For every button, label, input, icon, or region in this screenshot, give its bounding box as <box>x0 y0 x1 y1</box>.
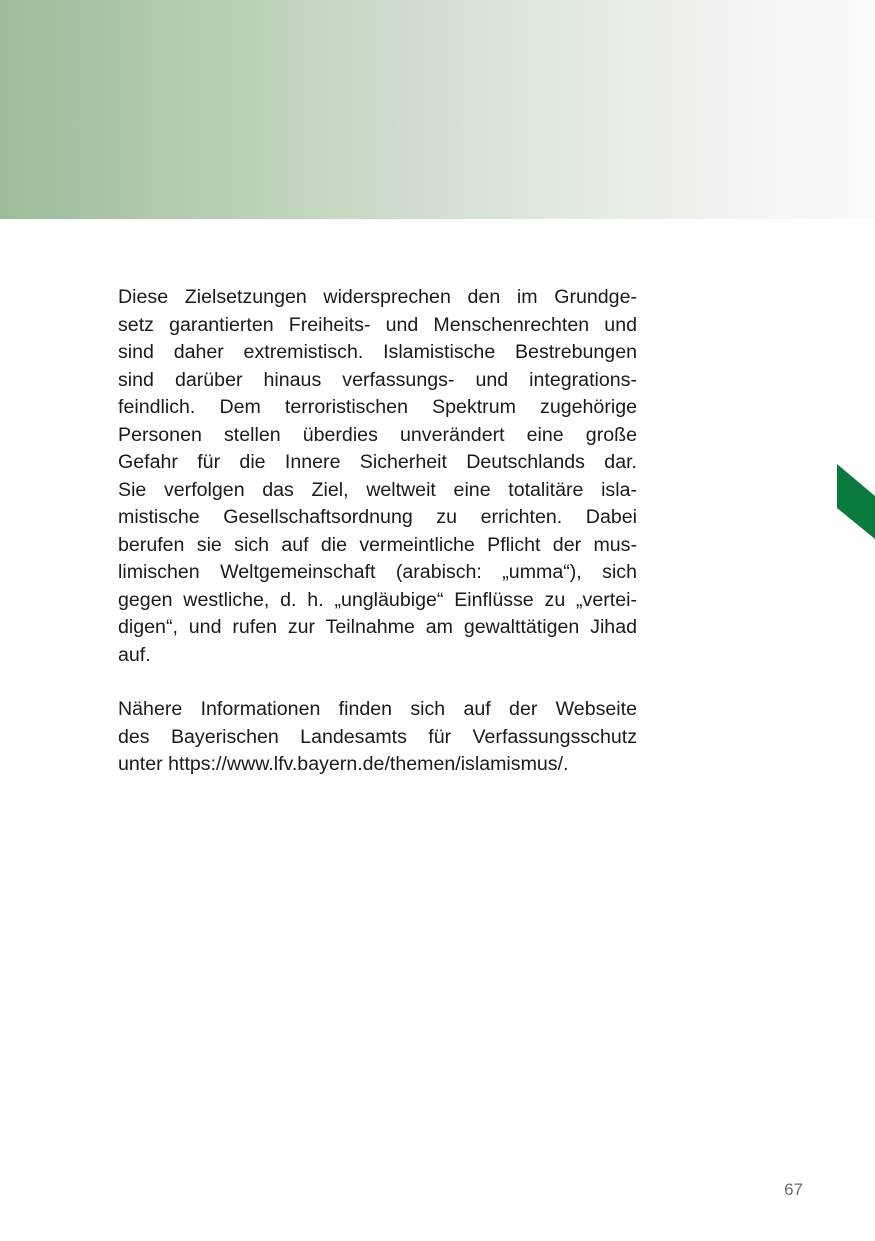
main-content <box>118 284 637 779</box>
header-band <box>0 0 875 219</box>
page-number: 67 <box>784 1180 803 1199</box>
text-line: Sie verfolgen das Ziel, weltweit eine totalitäre isla- <box>118 478 637 501</box>
text-line: berufen sie sich auf die vermeintliche Pflicht der mus- <box>118 533 637 556</box>
text-line: des Bayerischen Landesamts für Verfassungsschutz <box>118 725 637 748</box>
paragraph-further-information <box>118 696 637 779</box>
text-line: Nähere Informationen finden sich auf der Webseite <box>118 698 637 720</box>
text-line: digen“, und rufen zur Teilnahme am gewalttätigen Jihad <box>118 616 637 638</box>
text-line: gegen westliche, d. h. „ungläubige“ Einflüsse zu „vertei- <box>118 588 637 611</box>
text-line: sind daher extremistisch. Islamistische Bestrebungen <box>118 341 637 363</box>
text-line: Diese Zielsetzungen widersprechen den im Grundge- <box>118 286 637 308</box>
paragraph-islamism-goals <box>118 284 637 669</box>
text-line: Gefahr für die Innere Sicherheit Deutschlands dar. <box>118 451 637 473</box>
text-line: mistische Gesellschaftsordnung zu errichten. Dabei <box>118 506 637 528</box>
text-line: feindlich. Dem terroristischen Spektrum zugehörige <box>118 396 637 418</box>
text-line: auf. <box>118 643 151 666</box>
section-marker-shape <box>837 464 875 539</box>
text-line-with-url: unter https://www.lfv.bayern.de/themen/islamismus/. <box>118 753 569 775</box>
text-line: setz garantierten Freiheits- und Menschenrechten und <box>118 313 637 336</box>
section-marker-tab <box>837 464 875 539</box>
text-line: limischen Weltgemeinschaft (arabisch: „umma“), sich <box>118 561 637 583</box>
text-line: Personen stellen überdies unverändert eine große <box>118 423 637 446</box>
text-line: sind darüber hinaus verfassungs- und integrations- <box>118 368 637 391</box>
